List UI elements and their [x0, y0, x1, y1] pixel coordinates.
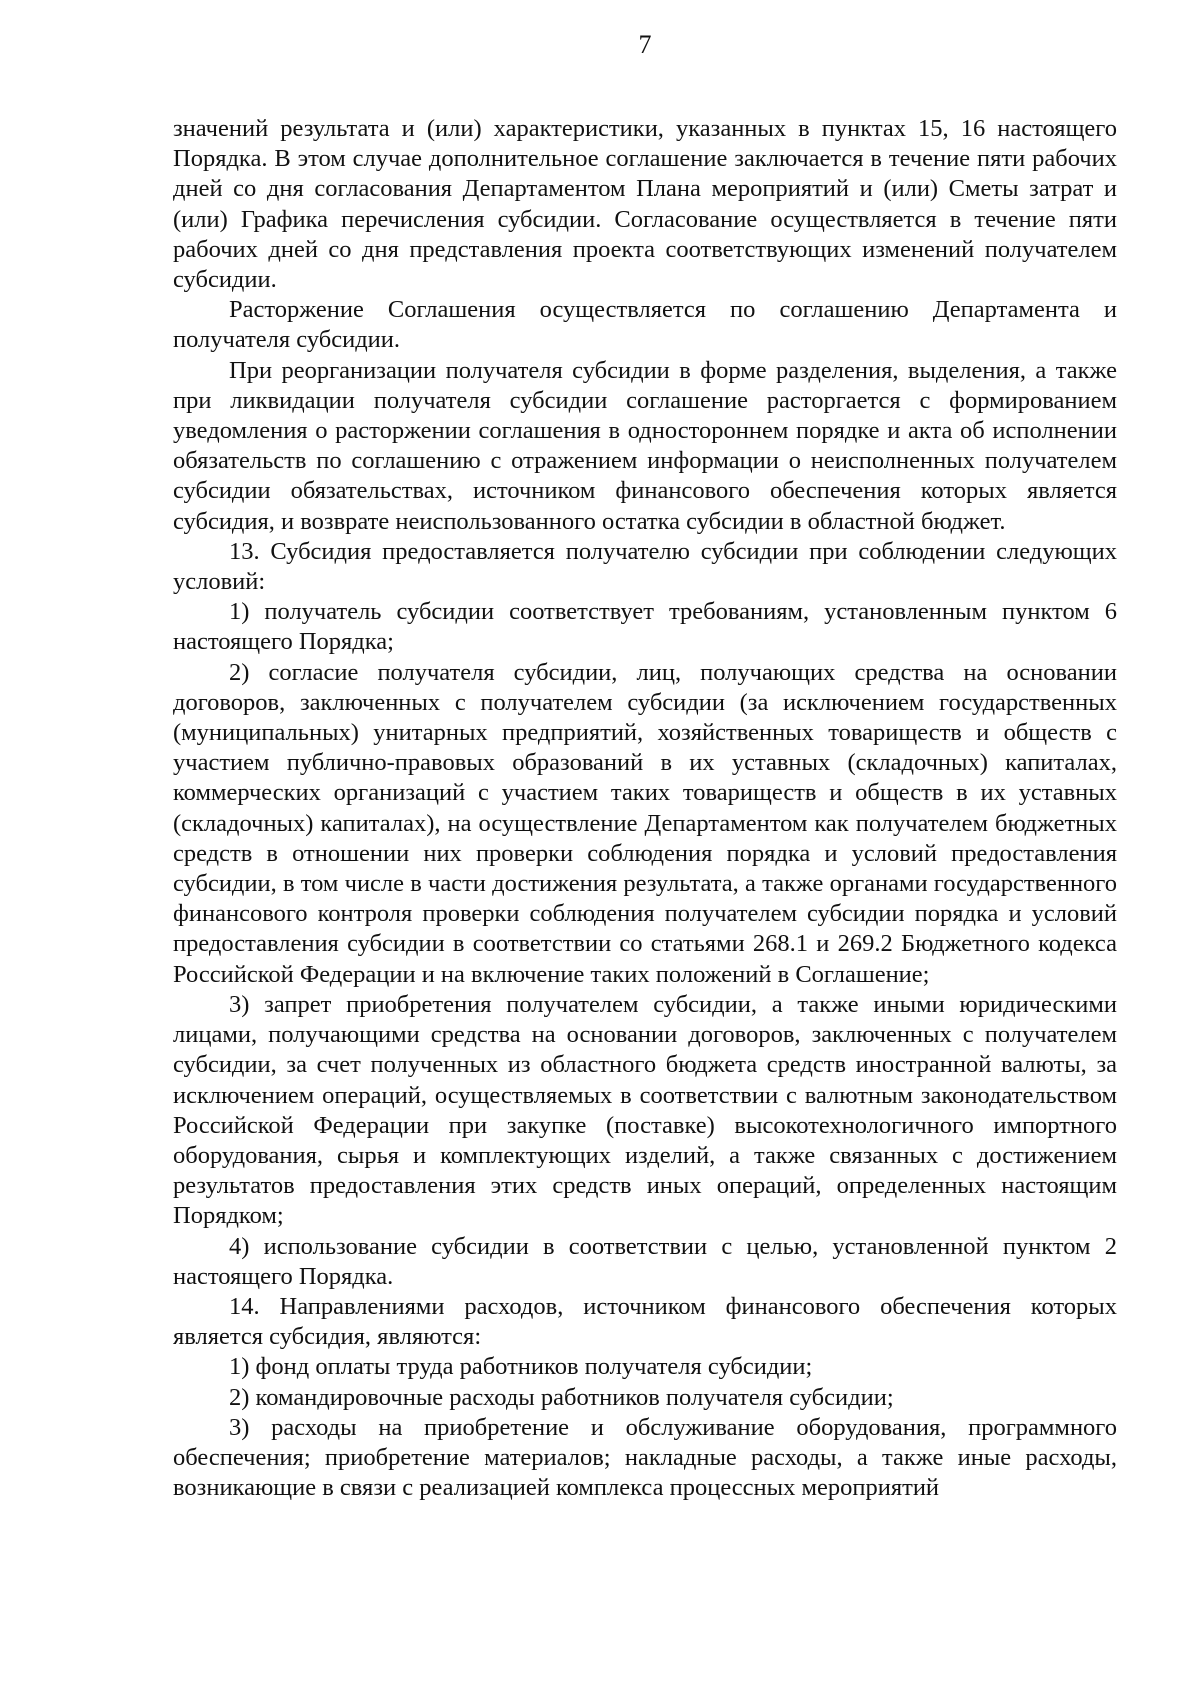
paragraph-condition-3: 3) запрет приобретения получателем субсидии, а также иными юридическими лицами, получающими средства на основании договоров, заключенных с получателем субсидии, за счет полученных из областного бюджета средств иностранной валюты, за исключением операций, осуществляемых в соответствии с валютным законодательством Российской Федерации при закупке (поставке) высокотехнологичного импортного оборудования, сырья и комплектующих изделий, а также связанных с достижением результатов предоставления этих средств иных операций, определенных настоящим Порядком;: [173, 990, 1117, 1230]
paragraph-item-13: 13. Субсидия предоставляется получателю субсидии при соблюдении следующих условий:: [173, 537, 1117, 596]
paragraph-continuation: значений результата и (или) характеристики, указанных в пунктах 15, 16 настоящего Порядка. В этом случае дополнительное соглашение заключается в течение пяти рабочих дней со дня согласования Департаментом Плана мероприятий и (или) Сметы затрат и (или) Графика перечисления субсидии. Согласование осуществляется в течение пяти рабочих дней со дня представления проекта соответствующих изменений получателем субсидии.: [173, 115, 1117, 294]
page-number: 7: [638, 30, 652, 59]
document-body: [173, 114, 1117, 1503]
paragraph-item-14: 14. Направлениями расходов, источником финансового обеспечения которых является субсидия, являются:: [173, 1292, 1117, 1351]
paragraph-expense-1: 1) фонд оплаты труда работников получателя субсидии;: [229, 1353, 813, 1381]
paragraph-expense-3: 3) расходы на приобретение и обслуживание оборудования, программного обеспечения; приобретение материалов; накладные расходы, а также иные расходы, возникающие в связи с реализацией комплекса процессных мероприятий: [173, 1413, 1117, 1502]
paragraph-condition-4: 4) использование субсидии в соответствии с целью, установленной пунктом 2 настоящего Порядка.: [173, 1232, 1117, 1290]
paragraph-termination: Расторжение Соглашения осуществляется по соглашению Департамента и получателя субсидии.: [173, 296, 1117, 354]
paragraph-condition-2: 2) согласие получателя субсидии, лиц, получающих средства на основании договоров, заключенных с получателем субсидии (за исключением государственных (муниципальных) унитарных предприятий, хозяйственных товариществ и обществ с участием публично-правовых образований в их уставных (складочных) капиталах, коммерческих организаций с участием таких товариществ и обществ в их уставных (складочных) капиталах), на осуществление Департаментом как получателем бюджетных средств в отношении них проверки соблюдения порядка и условий предоставления субсидии, в том числе в части достижения результата, а также органами государственного финансового контроля проверки соблюдения получателем субсидии порядка и условий предоставления субсидии в соответствии со статьями 268.1 и 269.2 Бюджетного кодекса Российской Федерации и на включение таких положений в Соглашение;: [173, 658, 1117, 988]
paragraph-expense-2: 2) командировочные расходы работников получателя субсидии;: [229, 1383, 894, 1411]
paragraph-reorganization: При реорганизации получателя субсидии в форме разделения, выделения, а также при ликвидации получателя субсидии соглашение расторгается с формированием уведомления о расторжении соглашения в одностороннем порядке и акта об исполнении обязательств по соглашению с отражением информации о неисполненных получателем субсидии обязательствах, источником финансового обеспечения которых является субсидия, и возврате неиспользованного остатка субсидии в областной бюджет.: [173, 356, 1117, 535]
paragraph-condition-1: 1) получатель субсидии соответствует требованиям, установленным пунктом 6 настоящего Порядка;: [173, 598, 1117, 656]
